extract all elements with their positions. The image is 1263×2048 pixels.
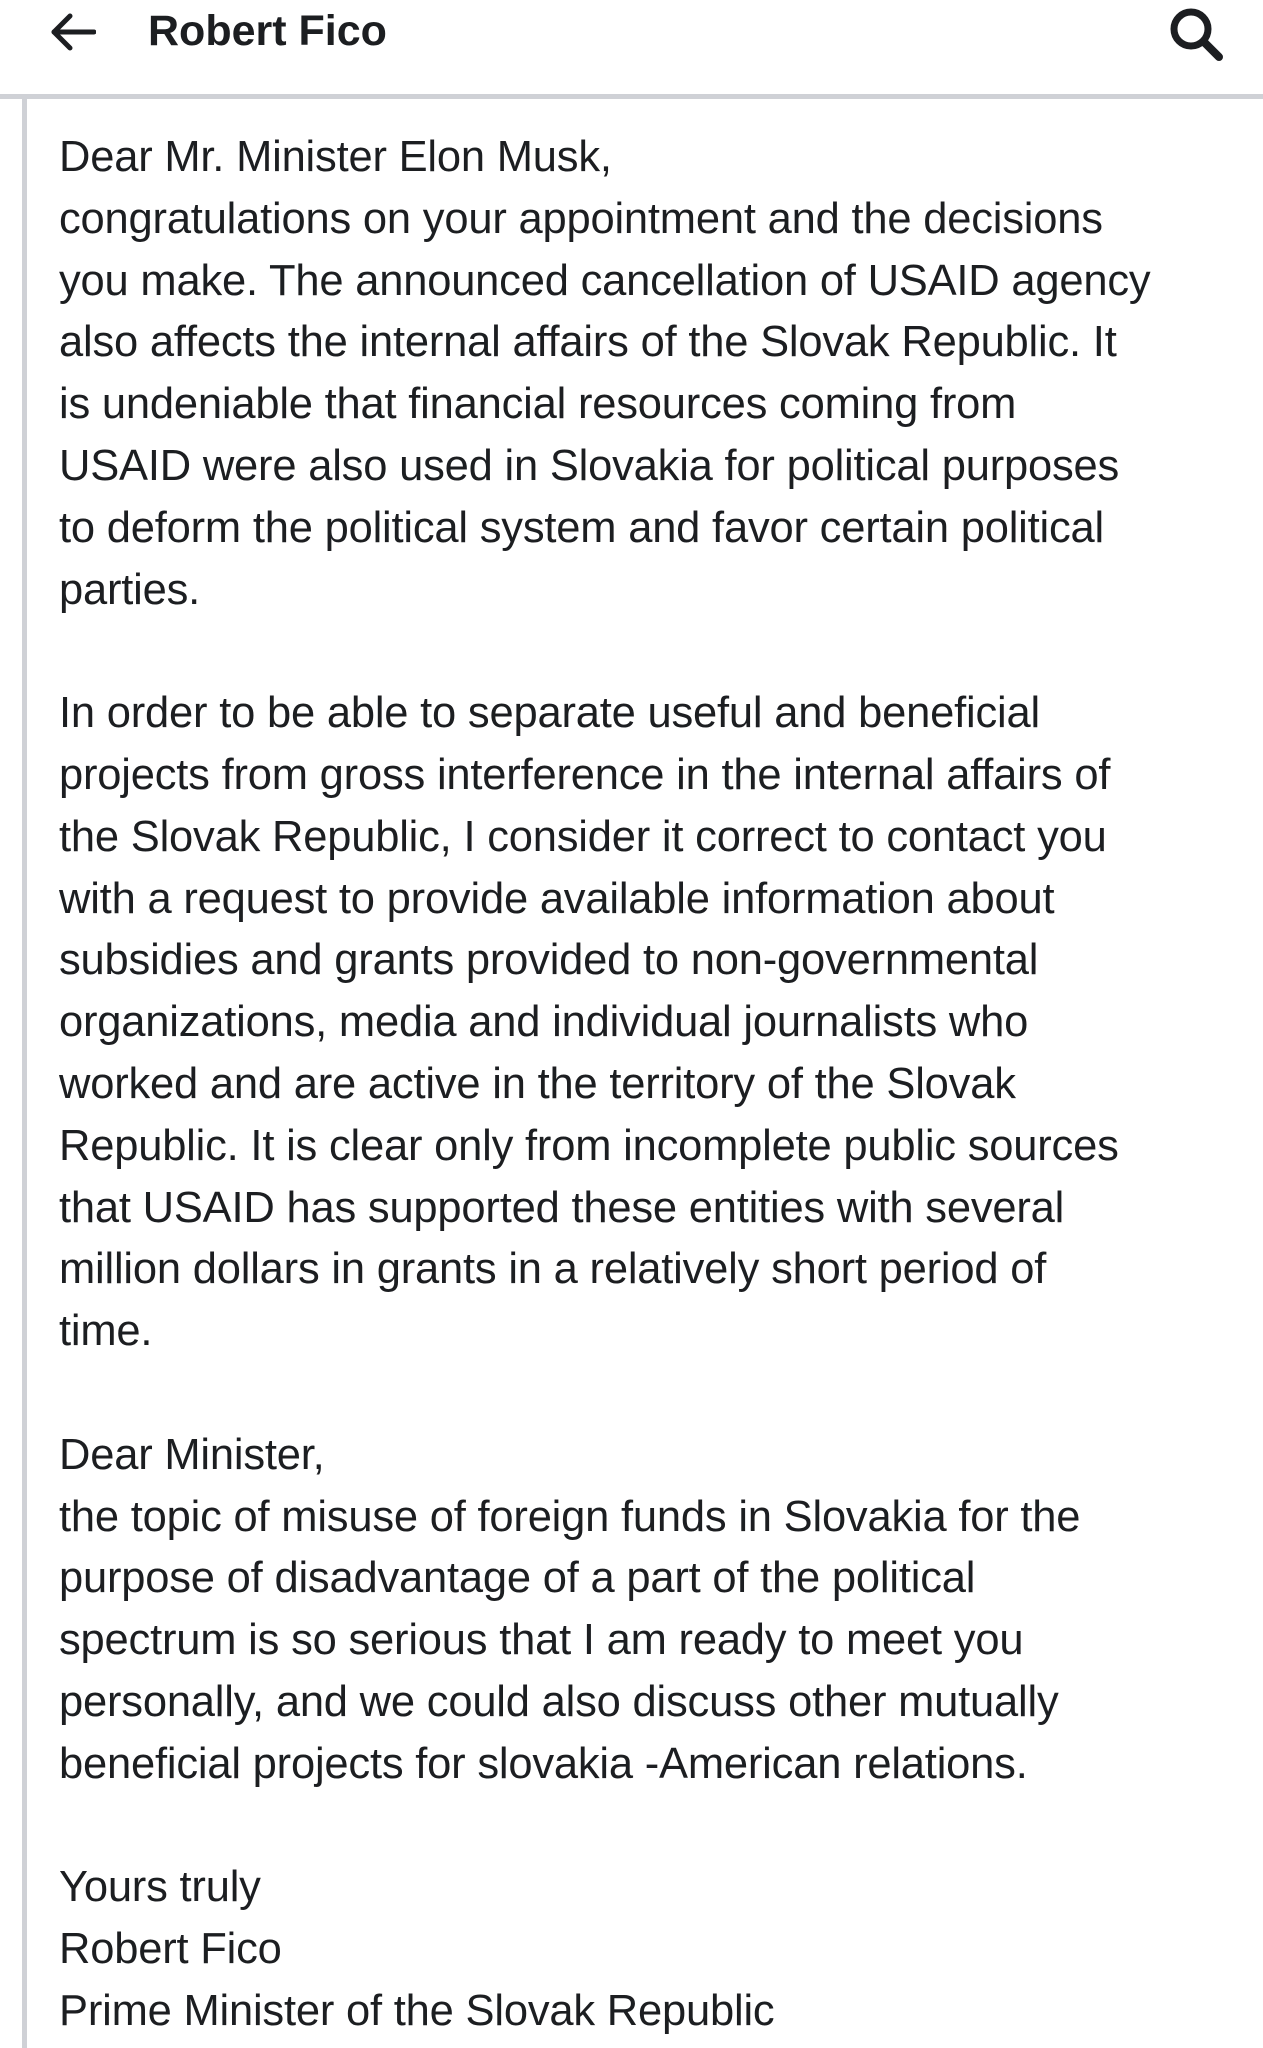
- text-line: also affects the internal affairs of the Slovak Republic. It: [59, 318, 1117, 367]
- text-line: subsidies and grants provided to non-governmental: [59, 936, 1039, 985]
- text-line: with a request to provide available information about: [59, 874, 1055, 923]
- text-line: is undeniable that financial resources coming from: [59, 380, 1017, 429]
- paragraph-meeting: [59, 1425, 1254, 1796]
- text-line: projects from gross interference in the internal affairs of: [59, 750, 1111, 799]
- search-icon: [1167, 5, 1225, 63]
- arrow-left-icon: [48, 12, 96, 52]
- text-line: Yours truly: [59, 1863, 261, 1912]
- text-line: congratulations on your appointment and the decisions: [59, 194, 1103, 243]
- text-line: the Slovak Republic, I consider it correct to contact you: [59, 812, 1107, 861]
- text-line: Dear Mr. Minister Elon Musk,: [59, 133, 612, 181]
- paragraph-spacer: [59, 1363, 1254, 1425]
- header-divider: [0, 94, 1263, 99]
- text-line: that USAID has supported these entities with several: [59, 1183, 1065, 1232]
- paragraph-spacer: [59, 1796, 1254, 1858]
- search-button[interactable]: [1160, 0, 1232, 68]
- text-line: you make. The announced cancellation of USAID agency: [59, 256, 1151, 305]
- text-line: USAID were also used in Slovakia for political purposes: [59, 441, 1120, 490]
- paragraph-request: [59, 683, 1254, 1363]
- text-line: parties.: [59, 565, 201, 614]
- top-app-bar: [0, 0, 1263, 96]
- text-line: Prime Minister of the Slovak Republic: [59, 1986, 775, 2035]
- text-line: In order to be able to separate useful and beneficial: [59, 689, 1040, 738]
- text-line: beneficial projects for slovakia -American relations.: [59, 1739, 1028, 1788]
- text-line: organizations, media and individual journalists who: [59, 998, 1029, 1047]
- text-line: Robert Fico: [59, 1925, 282, 1974]
- text-line: the topic of misuse of foreign funds in Slovakia for the: [59, 1492, 1081, 1541]
- paragraph-spacer: [59, 621, 1254, 683]
- paragraph-signature: [59, 1857, 1254, 2042]
- text-line: Republic. It is clear only from incomplete public sources: [59, 1121, 1119, 1170]
- paragraph-greeting: [59, 127, 1254, 621]
- post-text: [59, 127, 1254, 2043]
- thread-rule: [22, 99, 27, 2048]
- text-line: Dear Minister,: [59, 1430, 325, 1479]
- back-button[interactable]: [36, 0, 108, 64]
- text-line: purpose of disadvantage of a part of the political: [59, 1554, 976, 1603]
- page-title: Robert Fico: [148, 7, 387, 55]
- text-line: million dollars in grants in a relatively short period of: [59, 1245, 1047, 1294]
- text-line: time.: [59, 1307, 153, 1356]
- text-line: to deform the political system and favor certain political: [59, 503, 1104, 552]
- text-line: worked and are active in the territory of the Slovak: [59, 1059, 1016, 1108]
- text-line: spectrum is so serious that I am ready to meet you: [59, 1616, 1024, 1665]
- text-line: personally, and we could also discuss other mutually: [59, 1677, 1059, 1726]
